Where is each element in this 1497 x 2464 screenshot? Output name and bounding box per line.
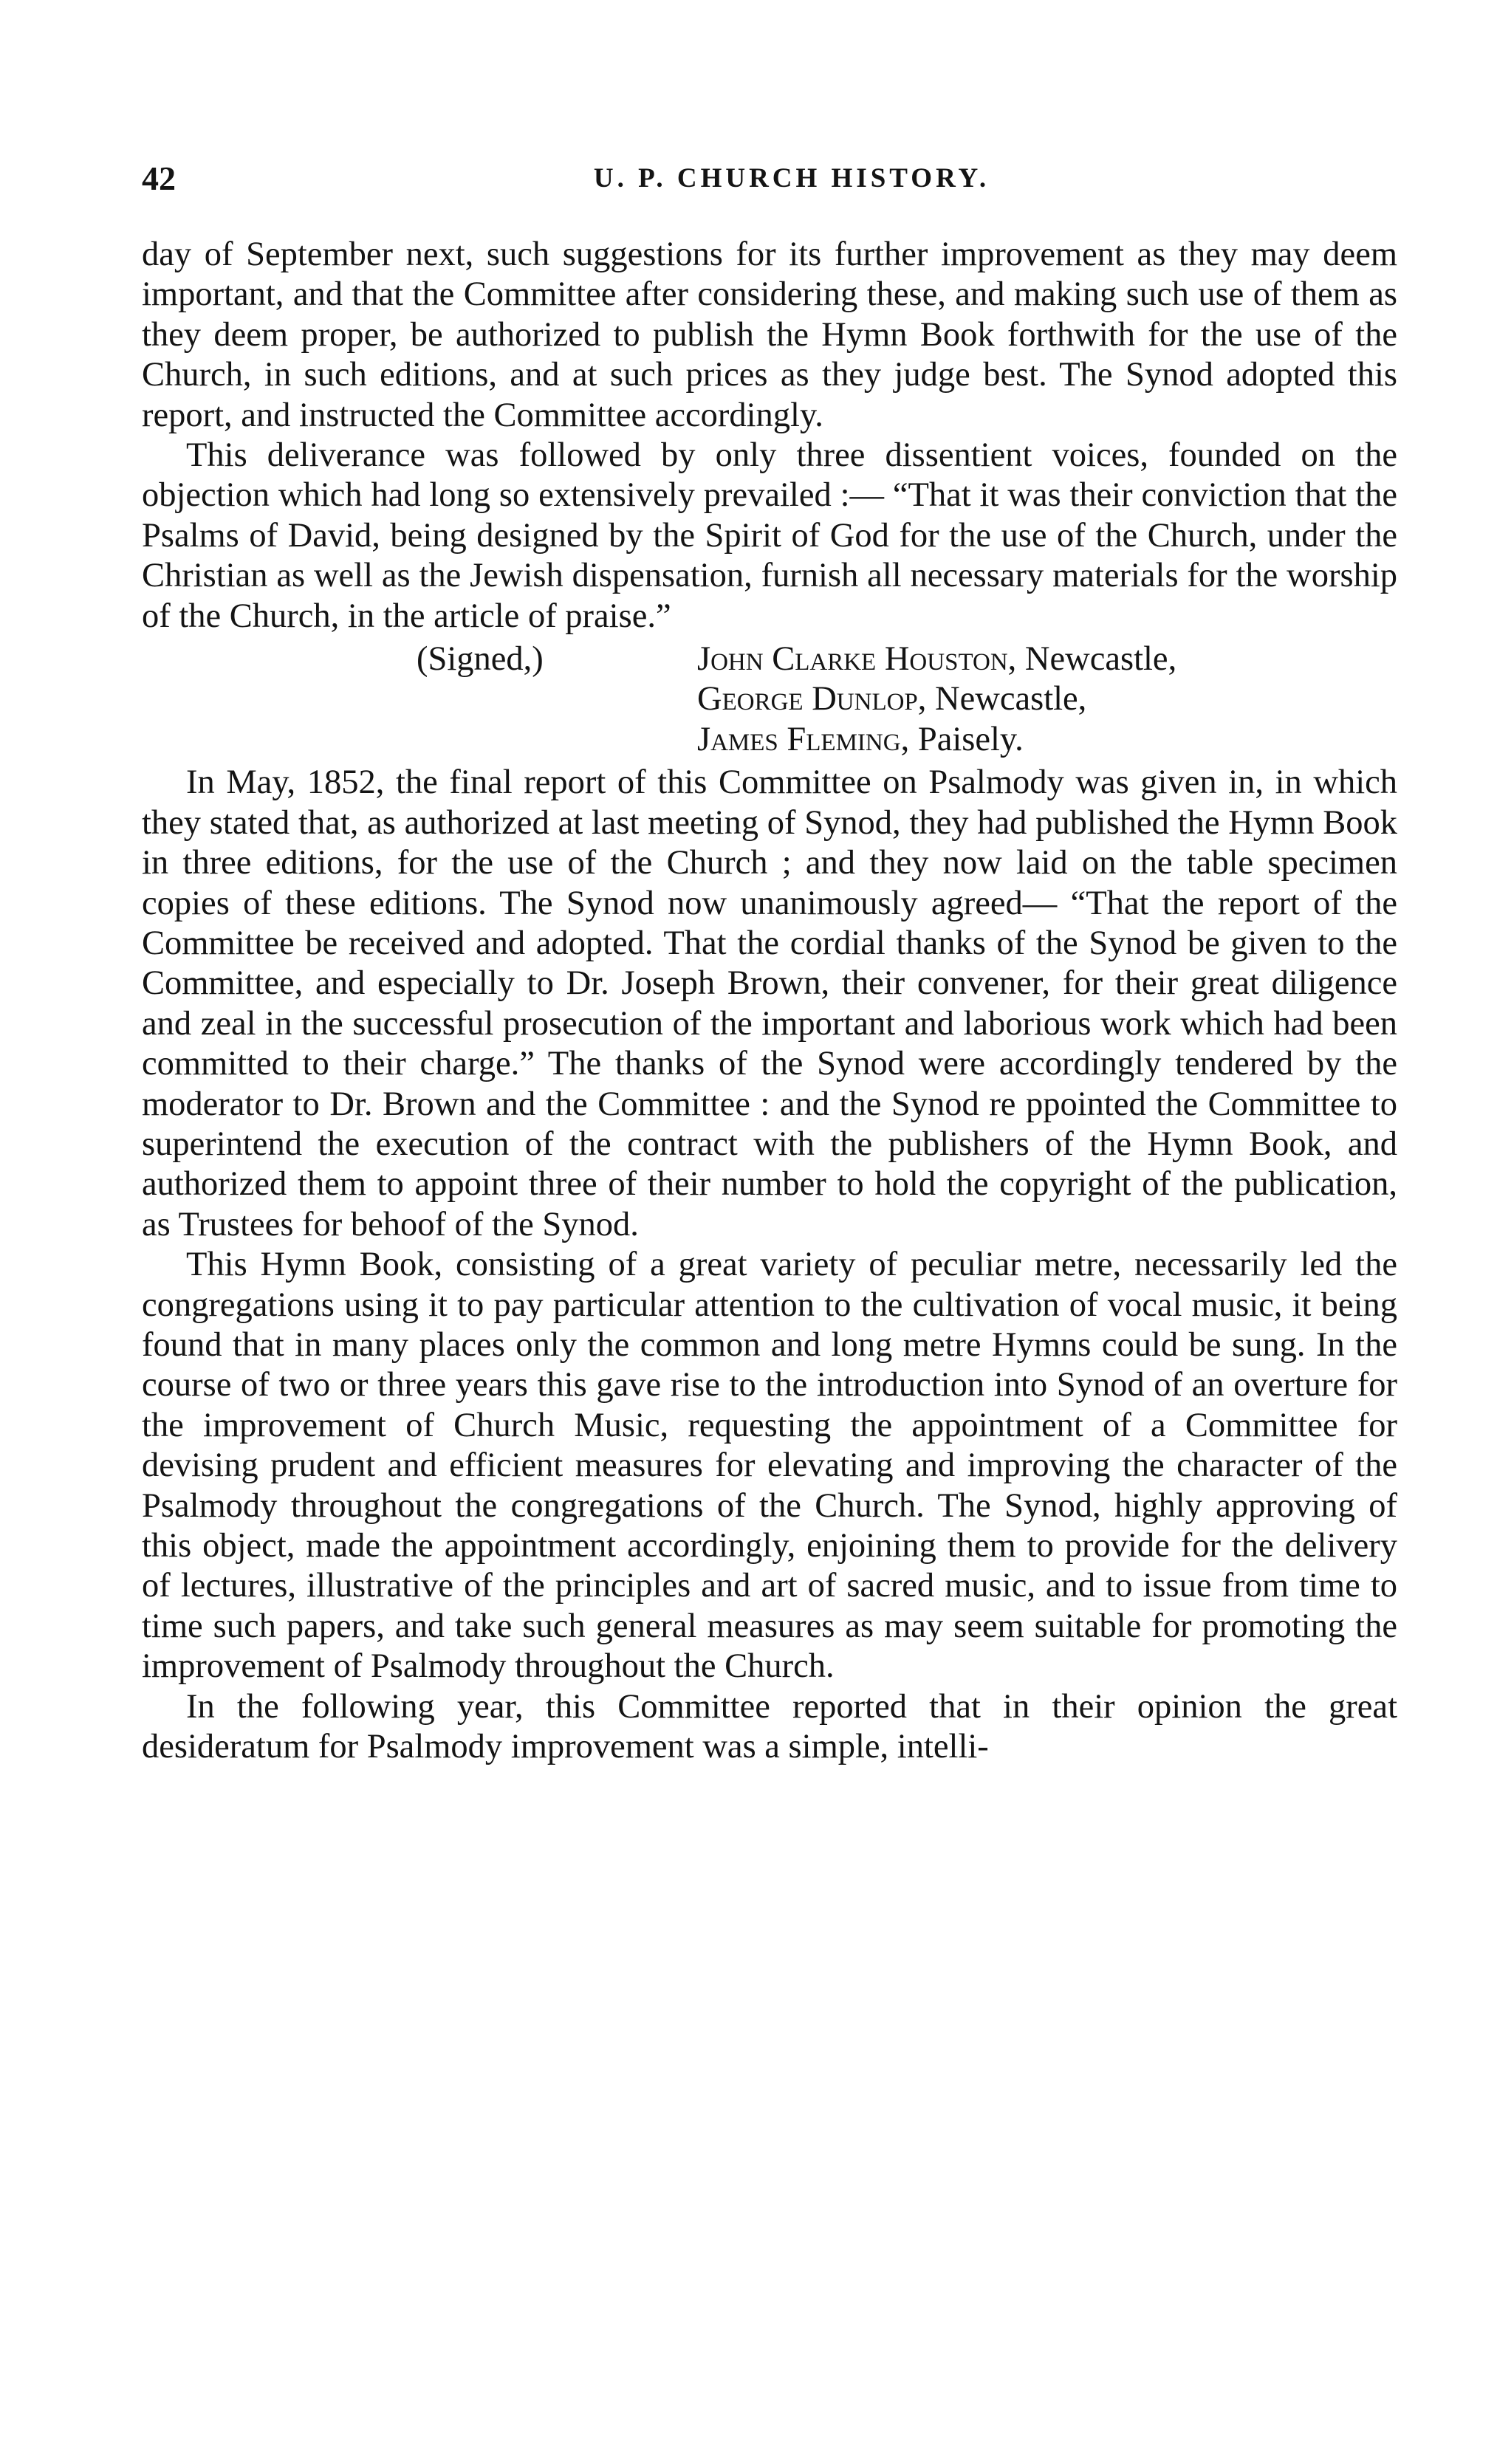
signatory-1-name: John Clarke Houston	[697, 640, 1008, 679]
paragraph-final-report: In May, 1852, the final report of this Committee on Psalmody was given in, in which they stated that, as authorized at last meeting of Synod, they had published the Hymn Book in three editions, for the use of the Church ; and they now laid on the table specimen copies of these editions. The Synod now unanimously agreed— “That the report of the Committee be received and adopted. That the cordial thanks of the Synod be given to the Committee, and especially to Dr. Joseph Brown, their convener, for their great diligence and zeal in the successful prosecution of the important and laborious work which had been committed to their charge.” The thanks of the Synod were accordingly tendered by the moderator to Dr. Brown and the Committee : and the Synod re ppointed the Committee to superintend the execution of the contract with the publishers of the Hymn Book, and authorized them to appoint three of their number to hold the copyright of the publication, as Trustees for behoof of the Synod.	[142, 763, 1397, 1243]
signatory-1-place: , Newcastle,	[1007, 640, 1177, 679]
page-header	[142, 157, 1397, 201]
paragraph-hymn-book: This Hymn Book, consisting of a great variety of peculiar metre, necessarily led the congregations using it to pay particular attention to the cultivation of vocal music, it being found that in many places only the common and long metre Hymns could be sung. In the course of two or three years this gave rise to the introduction into Synod of an overture for the improvement of Church Music, requesting the appointment of a Committee for devising prudent and efficient measures for elevating and improving the character of the Psalmody throughout the congregations of the Church. The Synod, highly approving of this object, made the appointment accordingly, enjoining them to provide for the delivery of lectures, illustrative of the principles and art of sacred music, and to issue from time to time such papers, and take such general measures as may seem suitable for promoting the improvement of Psalmody throughout the Church.	[142, 1246, 1397, 1686]
running-title: U. P. CHURCH HISTORY.	[593, 163, 990, 193]
signed-label: (Signed,)	[417, 640, 544, 679]
signatory-3	[697, 720, 1397, 760]
signatory-2-name: George Dunlop	[697, 680, 918, 718]
signatory-2-place: , Newcastle,	[917, 680, 1087, 718]
signatory-3-name: James Fleming	[697, 720, 901, 758]
body-text	[142, 235, 1397, 1767]
signature-block	[417, 639, 1397, 760]
paragraph-dissent: This deliverance was followed by only three dissentient voices, founded on the objection which had long so extensively prevailed :— “That it was their conviction that the Psalms of David, being designed by the Spirit of God for the use of the Church, under the Christian as well as the Jewish dispensation, furnish all necessary materials for the worship of the Church, in the article of praise.”	[142, 436, 1397, 635]
paragraph-following-year: In the following year, this Committee reported that in their opinion the great desideratum for Psalmody improvement was a simple, intelli-	[142, 1687, 1397, 1766]
signatory-1	[697, 639, 1397, 679]
signatory-3-place: , Paisely.	[900, 720, 1024, 758]
page-number: 42	[142, 159, 176, 197]
signatory-2	[697, 679, 1397, 719]
paragraph-continuation: day of September next, such suggestions for its further improvement as they may deem important, and that the Committee after considering these, and making such use of them as they deem proper, be authorized to publish the Hymn Book forthwith for the use of the Church, in such editions, and at such prices as they judge best. The Synod adopted this report, and instructed the Committee accordingly.	[142, 236, 1397, 434]
